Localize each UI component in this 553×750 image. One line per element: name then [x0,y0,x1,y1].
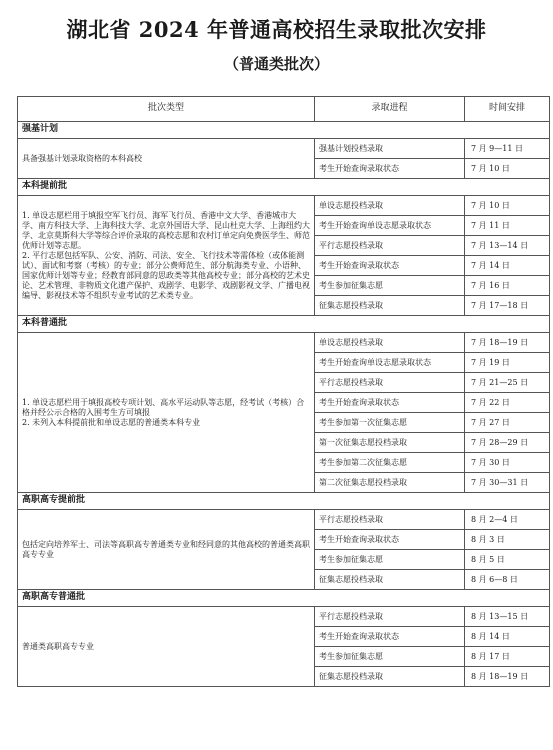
progress-cell: 考生参加征集志愿 [315,647,465,667]
progress-cell: 考生开始查询单设志愿录取状态 [315,353,465,373]
progress-cell: 考生开始查询录取状态 [315,530,465,550]
section-header-row [18,590,550,607]
progress-cell: 考生开始查询录取状态 [315,159,465,179]
progress-cell: 考生参加第二次征集志愿 [315,453,465,473]
progress-cell: 第一次征集志愿投档录取 [315,433,465,453]
batch-description: 1. 单设志愿栏用于填报高校专项计划、高水平运动队等志愿，经考试（考核）合格并经公示合格的入围考生方可填报 2. 未列入本科提前批和单设志愿的普通类本科专业 [18,333,315,493]
time-cell: 7 月 22 日 [465,393,550,413]
header-time: 时间安排 [465,97,550,122]
time-cell: 7 月 11 日 [465,216,550,236]
section-header-row [18,316,550,333]
time-cell: 7 月 16 日 [465,276,550,296]
progress-cell: 单设志愿投档录取 [315,333,465,353]
progress-cell: 第二次征集志愿投档录取 [315,473,465,493]
time-cell: 7 月 17—18 日 [465,296,550,316]
progress-cell: 平行志愿投档录取 [315,373,465,393]
progress-cell: 考生参加征集志愿 [315,276,465,296]
progress-cell: 考生开始查询录取状态 [315,256,465,276]
time-cell: 8 月 18—19 日 [465,667,550,687]
time-cell: 7 月 18—19 日 [465,333,550,353]
progress-cell: 平行志愿投档录取 [315,510,465,530]
section-name: 本科提前批 [18,179,550,196]
time-cell: 8 月 2—4 日 [465,510,550,530]
batch-description: 普通类高职高专专业 [18,607,315,687]
progress-cell: 平行志愿投档录取 [315,236,465,256]
time-cell: 8 月 17 日 [465,647,550,667]
time-cell: 7 月 21—25 日 [465,373,550,393]
section-header-row [18,122,550,139]
time-cell: 7 月 9—11 日 [465,139,550,159]
time-cell: 7 月 27 日 [465,413,550,433]
header-batch: 批次类型 [18,97,315,122]
section-header-row [18,179,550,196]
time-cell: 8 月 3 日 [465,530,550,550]
section-name: 高职高专普通批 [18,590,550,607]
page-title: 湖北省 2024 年普通高校招生录取批次安排 [66,17,487,42]
progress-cell: 考生开始查询录取状态 [315,393,465,413]
batch-description: 包括定向培养军士、司法等高职高专普通类专业和经同意的其他高校的普通类高职高专专业 [18,510,315,590]
time-cell: 8 月 5 日 [465,550,550,570]
time-cell: 7 月 30—31 日 [465,473,550,493]
progress-cell: 单设志愿投档录取 [315,196,465,216]
progress-cell: 平行志愿投档录取 [315,607,465,627]
section-name: 强基计划 [18,122,550,139]
header-progress: 录取进程 [315,97,465,122]
schedule-table [17,96,550,687]
time-cell: 7 月 13—14 日 [465,236,550,256]
progress-cell: 考生参加征集志愿 [315,550,465,570]
progress-cell: 征集志愿投档录取 [315,667,465,687]
time-cell: 8 月 6—8 日 [465,570,550,590]
section-name: 高职高专提前批 [18,493,550,510]
time-cell: 7 月 28—29 日 [465,433,550,453]
table-header-row [18,97,550,122]
progress-cell: 征集志愿投档录取 [315,570,465,590]
table-row [18,510,550,530]
progress-cell: 考生开始查询录取状态 [315,627,465,647]
batch-description: 具备强基计划录取资格的本科高校 [18,139,315,179]
progress-cell: 征集志愿投档录取 [315,296,465,316]
progress-cell: 强基计划投档录取 [315,139,465,159]
section-name: 本科普通批 [18,316,550,333]
progress-cell: 考生开始查询单设志愿录取状态 [315,216,465,236]
section-header-row [18,493,550,510]
time-cell: 7 月 19 日 [465,353,550,373]
time-cell: 8 月 13—15 日 [465,607,550,627]
time-cell: 7 月 30 日 [465,453,550,473]
page-subtitle: （普通类批次） [223,55,329,73]
time-cell: 7 月 14 日 [465,256,550,276]
table-body [18,122,550,687]
progress-cell: 考生参加第一次征集志愿 [315,413,465,433]
time-cell: 8 月 14 日 [465,627,550,647]
table-row [18,196,550,216]
time-cell: 7 月 10 日 [465,196,550,216]
table-row [18,139,550,159]
batch-description: 1. 单设志愿栏用于填报空军飞行员、海军飞行员、香港中文大学、香港城市大学、南方科技大学、上海科技大学、北京外国语大学、昆山杜克大学、上海纽约大学、北京莫斯科大学等综合评价录取的高校志愿和农村订单定向免费医学生、师范优师计划等志愿。 2. 平行志愿包括军队、公安、消防、司法、安全、飞行技术等需体检（或体能测试）、面试和考察（考核）的专业；部分公费师范生、部分航海类专业、小语种、国家优师计划等专业；经教育部同意的思政类等其他高校专业；部分高校的艺术史论、艺术管理、非物质文化遗产保护、戏剧学、电影学、戏剧影视文学、广播电视编导、影视技术等不组织专业考试的艺术类专业。 [18,196,315,316]
table-row [18,333,550,353]
table-row [18,607,550,627]
time-cell: 7 月 10 日 [465,159,550,179]
